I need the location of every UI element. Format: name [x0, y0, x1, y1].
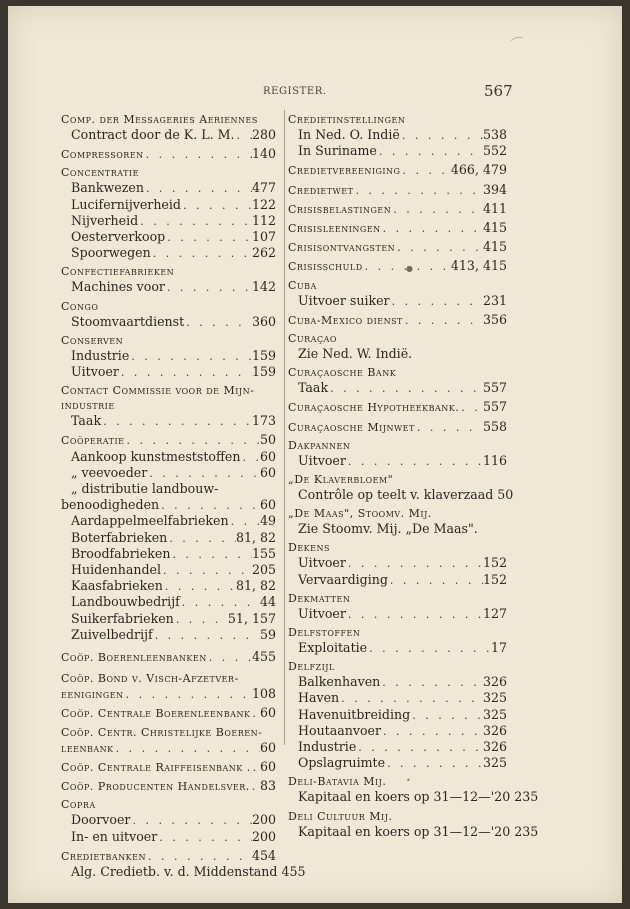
- page-reference: 50: [259, 432, 276, 448]
- entry-label: Doorvoer: [71, 812, 131, 828]
- index-heading-entry: [288, 162, 507, 178]
- entry-label: Kapitaal en koers op 31—12—'20: [298, 823, 511, 839]
- dot-leader: [410, 708, 483, 723]
- index-heading: Curaçao: [288, 332, 337, 346]
- page-reference: 122: [251, 196, 276, 212]
- entry-label: Cuba-Mexico dienst: [288, 313, 403, 327]
- dot-leader: [391, 202, 483, 217]
- entry-label: Stoomvaartdienst: [71, 313, 185, 329]
- dot-leader: [157, 830, 252, 845]
- index-heading: Deli Cultuur Mij.: [288, 809, 393, 823]
- entry-label: Kapitaal en koers op 31—12—'20: [298, 789, 511, 805]
- index-heading: Coöp. Centr. Christelijke Boeren-: [61, 725, 263, 739]
- index-subentry: [61, 197, 276, 213]
- index-heading: Congo: [61, 299, 99, 313]
- entry-label: Suikerfabrieken: [71, 610, 174, 626]
- entry-label: Coöperatie: [61, 434, 125, 448]
- dot-leader: [328, 381, 483, 396]
- page-reference: 235: [514, 789, 539, 805]
- page-reference: 155: [251, 545, 276, 561]
- page-reference: 280: [251, 127, 276, 142]
- page-reference: 455: [251, 649, 276, 665]
- index-heading: Contact Commissie voor de Mijn-: [61, 384, 255, 398]
- entry-label: Oesterverkoop: [71, 229, 166, 245]
- dot-leader: [353, 183, 483, 198]
- page-reference: 538: [482, 127, 507, 142]
- page-reference: 477: [251, 180, 276, 196]
- entry-label: Bankwezen: [71, 180, 144, 196]
- index-subentry: [61, 413, 276, 429]
- page-reference: 60: [259, 448, 276, 464]
- page-reference: 262: [251, 245, 276, 261]
- entry-label: Taak: [71, 413, 102, 429]
- page-reference: 60: [259, 497, 276, 513]
- entry-label: Coöp. Centrale Raiffeisenbank .: [61, 760, 251, 774]
- index-subentry: [288, 723, 507, 739]
- dot-leader: [400, 163, 450, 178]
- index-subentry: [61, 245, 276, 261]
- entry-label: eenigingen: [61, 688, 124, 702]
- index-subentry: [61, 627, 276, 643]
- page-reference: 152: [482, 555, 507, 571]
- page-reference: 60: [259, 758, 276, 774]
- dot-leader: [163, 579, 236, 594]
- entry-label: Coöp. Producenten Handelsver.: [61, 780, 250, 794]
- page-reference: 235: [514, 823, 539, 839]
- entry-label: In- en uitvoer: [71, 828, 158, 844]
- index-heading-entry: [61, 686, 276, 702]
- index-heading: Copra: [61, 798, 96, 812]
- entry-label: Credietbanken: [61, 849, 147, 863]
- entry-label: Zie Stoomv. Mij. „De Maas".: [298, 521, 478, 537]
- dot-leader: [403, 313, 483, 328]
- page-reference: 81, 82: [235, 578, 276, 594]
- dot-leader: [229, 514, 260, 529]
- entry-label: Credietvereeniging: [288, 164, 401, 178]
- dot-leader: [356, 740, 483, 755]
- dot-leader: [146, 849, 252, 864]
- page-reference: 60: [259, 464, 276, 480]
- page-reference: 325: [482, 706, 507, 722]
- index-heading-entry: [61, 649, 276, 665]
- dot-leader: [339, 691, 483, 706]
- page-reference: 60: [259, 739, 276, 755]
- entry-label: Landbouwbedrijf: [71, 594, 180, 610]
- page-reference: 413, 415: [450, 258, 507, 274]
- index-subentry: [61, 863, 306, 880]
- index-heading-entry: [288, 182, 507, 198]
- index-column-right: [288, 112, 539, 840]
- index-subentry: [288, 823, 539, 840]
- index-subentry: [288, 346, 507, 362]
- index-heading: Confectiefabrieken: [61, 265, 175, 279]
- dot-leader: [124, 687, 252, 702]
- entry-label: Aardappelmeelfabrieken: [71, 513, 229, 529]
- dot-leader: [170, 547, 252, 562]
- index-heading-entry: [61, 848, 276, 864]
- book-page: [8, 6, 622, 903]
- entry-label: Opslagruimte: [298, 755, 386, 771]
- dot-leader: [138, 214, 252, 229]
- entry-label: Industrie: [298, 739, 357, 755]
- entry-label: benoodigheden: [61, 497, 160, 513]
- dot-leader: [241, 450, 260, 465]
- index-subentry: [288, 521, 507, 537]
- page-reference: 142: [251, 279, 276, 295]
- dot-leader: [174, 612, 228, 627]
- entry-label: „ distributie landbouw-: [71, 481, 219, 497]
- entry-label: Compressoren: [61, 148, 144, 162]
- dot-leader: [381, 724, 483, 739]
- page-reference: 552: [482, 143, 507, 159]
- index-subentry: [61, 364, 276, 380]
- entry-label: Uitvoer: [298, 555, 346, 571]
- index-subentry: [61, 829, 276, 845]
- index-subentry: [288, 789, 539, 805]
- entry-label: Aankoop kunstmeststoffen: [71, 448, 241, 464]
- page-reference: 466, 479: [450, 162, 507, 178]
- page-reference: 49: [259, 513, 276, 529]
- ink-speck: ●: [406, 264, 413, 273]
- entry-label: Uitvoer: [298, 605, 346, 621]
- index-heading: industrie: [61, 399, 115, 413]
- page-reference: 200: [251, 812, 276, 828]
- page-reference: 394: [482, 181, 507, 197]
- index-subentry: [61, 562, 276, 578]
- index-heading: „De Maas", Stoomv. Mij.: [288, 507, 432, 521]
- page-reference: 356: [482, 311, 507, 327]
- page-reference: 108: [251, 686, 276, 702]
- index-heading: Cuba: [288, 278, 317, 292]
- dot-leader: [367, 641, 491, 656]
- index-subentry: [61, 348, 276, 364]
- entry-label: Credietwet: [288, 183, 354, 197]
- page-number: 567: [484, 82, 513, 100]
- entry-label: Boterfabrieken: [71, 529, 168, 545]
- index-heading: Dakpannen: [288, 438, 351, 452]
- entry-label: Crisisleeningen: [288, 222, 381, 236]
- page-reference: 81, 82: [235, 529, 276, 545]
- index-subentry: [288, 707, 507, 723]
- entry-label: Coöp. Boerenleenbanken: [61, 651, 207, 665]
- index-subentry: [61, 314, 276, 330]
- index-heading-entry: [61, 705, 276, 721]
- index-subentry: [288, 555, 507, 571]
- dot-leader: [151, 246, 252, 261]
- page-reference: 112: [251, 212, 276, 228]
- page-reference: 51, 157: [227, 610, 276, 626]
- dot-leader: [459, 400, 483, 415]
- column-divider: [284, 110, 285, 745]
- entry-label: Coöp. Centrale Boerenleenbank: [61, 707, 251, 721]
- dot-leader: [207, 650, 252, 665]
- index-subentry: [61, 611, 276, 627]
- entry-label: leenbank: [61, 741, 114, 755]
- page-reference: 325: [482, 690, 507, 706]
- entry-label: Balkenhaven: [298, 674, 381, 690]
- dot-leader: [129, 349, 252, 364]
- page-reference: 152: [482, 571, 507, 587]
- dot-leader: [346, 556, 483, 571]
- index-subentry: [288, 739, 507, 755]
- dot-leader: [377, 144, 483, 159]
- entry-label: Exploitatie: [298, 640, 368, 656]
- index-subentry: [288, 674, 507, 690]
- page-reference: 127: [482, 605, 507, 621]
- page-reference: 205: [251, 562, 276, 578]
- dot-leader: [144, 181, 252, 196]
- dot-leader: [380, 675, 483, 690]
- page-reference: 455: [281, 863, 306, 879]
- dot-leader: [130, 813, 252, 828]
- index-heading-entry: [288, 258, 507, 274]
- index-subentry: [288, 572, 507, 588]
- dot-leader: [165, 280, 252, 295]
- dot-leader: [159, 498, 260, 513]
- page-reference: 60: [259, 705, 276, 721]
- index-subentry: [288, 380, 507, 396]
- dot-leader: [181, 198, 252, 213]
- page-reference: 17: [490, 640, 507, 656]
- page-reference: 159: [251, 364, 276, 380]
- index-subentry: [288, 606, 507, 622]
- index-heading-entry: [61, 759, 276, 775]
- dot-leader: [251, 760, 260, 775]
- page-reference: 411: [482, 200, 507, 216]
- page-reference: 326: [482, 739, 507, 755]
- ink-speck: •: [406, 776, 411, 785]
- running-head: REGISTER.: [263, 86, 327, 97]
- page-reference: 558: [482, 418, 507, 434]
- page-reference: 454: [251, 847, 276, 863]
- dot-leader: [235, 128, 252, 143]
- index-subentry: [61, 481, 276, 497]
- index-heading-entry: [288, 239, 507, 255]
- index-heading-entry: [61, 740, 276, 756]
- dot-leader: [395, 240, 483, 255]
- page-reference: 140: [251, 146, 276, 162]
- entry-label: In Suriname: [298, 143, 377, 159]
- index-heading-entry: [288, 220, 507, 236]
- page-reference: 116: [482, 452, 507, 468]
- index-heading: „De Klaverbloem": [288, 473, 394, 487]
- index-subentry: [61, 465, 276, 481]
- dot-leader: [114, 741, 260, 756]
- entry-label: Nijverheid: [71, 212, 139, 228]
- index-subentry: [61, 578, 276, 594]
- index-heading-entry: [288, 312, 507, 328]
- entry-label: Lucifernijverheid: [71, 196, 181, 212]
- corner-pencil-mark: ⌒: [509, 35, 528, 55]
- page-reference: 83: [259, 778, 276, 794]
- entry-label: Zie Ned. W. Indië.: [298, 346, 413, 362]
- entry-label: Curaçaosche Hypotheekbank.: [288, 401, 460, 415]
- page-reference: 200: [251, 828, 276, 844]
- index-heading: Credietinstellingen: [288, 113, 406, 126]
- dot-leader: [388, 573, 483, 588]
- entry-label: Houtaanvoer: [298, 722, 382, 738]
- index-heading: Comp. der Messageries Aeriennes: [61, 113, 258, 126]
- dot-leader: [250, 779, 260, 794]
- index-subentry: [61, 180, 276, 196]
- entry-label: Crisisontvangsten: [288, 241, 396, 255]
- page-reference: 325: [482, 755, 507, 771]
- entry-label: Taak: [298, 380, 329, 396]
- entry-label: Zuivelbedrijf: [71, 626, 153, 642]
- index-heading: Delfzijl: [288, 660, 335, 674]
- dot-leader: [167, 531, 236, 546]
- entry-label: Curaçaosche Mijnwet: [288, 420, 415, 434]
- index-subentry: [61, 213, 276, 229]
- entry-label: Contrôle op teelt v. klaverzaad: [298, 487, 494, 503]
- dot-leader: [415, 420, 483, 435]
- index-heading: Dekens: [288, 541, 330, 555]
- index-heading: Conserven: [61, 333, 124, 347]
- entry-label: Huidenhandel: [71, 562, 162, 578]
- entry-label: Crisisschuld: [288, 260, 363, 274]
- entry-label: Uitvoer: [71, 364, 119, 380]
- entry-label: Crisisbelastingen: [288, 202, 392, 216]
- index-heading-entry: [288, 419, 507, 435]
- page-reference: 557: [482, 380, 507, 396]
- index-subentry: [288, 143, 507, 159]
- dot-leader: [250, 706, 260, 721]
- page-reference: 159: [251, 347, 276, 363]
- index-subentry: [61, 513, 276, 529]
- entry-label: Uitvoer suiker: [298, 292, 390, 308]
- dot-leader: [119, 365, 252, 380]
- entry-label: Machines voor: [71, 279, 165, 295]
- index-heading: Curaçaosche Bank: [288, 366, 397, 380]
- index-heading: Delfstoffen: [288, 626, 361, 640]
- dot-leader: [346, 607, 483, 622]
- dot-leader: [161, 563, 252, 578]
- entry-label: Vervaardiging: [298, 571, 388, 587]
- index-heading: Coöp. Bond v. Visch-Afzetver-: [61, 672, 239, 686]
- page-reference: 415: [482, 220, 507, 236]
- index-subentry: [61, 497, 276, 513]
- index-heading-entry: [288, 201, 507, 217]
- index-subentry: [61, 594, 276, 610]
- entry-label: Kaasfabrieken: [71, 578, 163, 594]
- page-reference: 173: [251, 413, 276, 429]
- index-heading: Dekmatten: [288, 591, 351, 605]
- page-reference: 44: [259, 594, 276, 610]
- index-subentry: [61, 279, 276, 295]
- page-reference: 231: [482, 292, 507, 308]
- dot-leader: [101, 414, 252, 429]
- entry-label: Haven: [298, 690, 340, 706]
- index-heading-entry: [61, 432, 276, 448]
- entry-label: Alg. Credietb. v. d. Middenstand: [71, 863, 278, 879]
- page-reference: 50: [497, 487, 514, 503]
- page-reference: 107: [251, 229, 276, 245]
- index-subentry: [61, 449, 276, 465]
- index-subentry: [61, 530, 276, 546]
- index-subentry: [61, 229, 276, 245]
- entry-label: Contract door de K. L. M.: [71, 127, 235, 142]
- index-subentry: [288, 487, 514, 503]
- dot-leader: [144, 147, 252, 162]
- entry-label: Spoorwegen: [71, 245, 151, 261]
- dot-leader: [390, 294, 483, 309]
- page-reference: 326: [482, 722, 507, 738]
- dot-leader: [124, 433, 260, 448]
- index-heading-entry: [61, 778, 276, 794]
- page-reference: 415: [482, 239, 507, 255]
- entry-label: Broodfabrieken: [71, 545, 171, 561]
- index-subentry: [288, 293, 507, 309]
- page-reference: 59: [259, 626, 276, 642]
- index-subentry: [288, 755, 507, 771]
- index-subentry: [288, 690, 507, 706]
- dot-leader: [180, 595, 260, 610]
- dot-leader: [385, 756, 483, 771]
- dot-leader: [153, 628, 260, 643]
- entry-label: Havenuitbreiding: [298, 706, 411, 722]
- index-subentry: [288, 453, 507, 469]
- entry-label: In Ned. O. Indië: [298, 127, 400, 142]
- entry-label: Uitvoer: [298, 452, 346, 468]
- dot-leader: [165, 230, 252, 245]
- dot-leader: [381, 221, 483, 236]
- dot-leader: [147, 466, 260, 481]
- index-heading-entry: [288, 399, 507, 415]
- index-subentry: [61, 812, 276, 828]
- index-heading: Concentratie: [61, 166, 139, 180]
- index-subentry: [61, 546, 276, 562]
- page-reference: 557: [482, 399, 507, 415]
- dot-leader: [346, 454, 483, 469]
- entry-label: Industrie: [71, 347, 130, 363]
- index-subentry: [61, 127, 276, 143]
- index-heading-entry: [61, 146, 276, 162]
- dot-leader: [400, 128, 483, 143]
- dot-leader: [184, 315, 252, 330]
- page-reference: 360: [251, 313, 276, 329]
- index-subentry: [288, 127, 507, 143]
- index-heading: Deli-Batavia Mij.: [288, 775, 387, 789]
- entry-label: „ veevoeder: [71, 464, 148, 480]
- index-subentry: [288, 640, 507, 656]
- page-reference: 326: [482, 674, 507, 690]
